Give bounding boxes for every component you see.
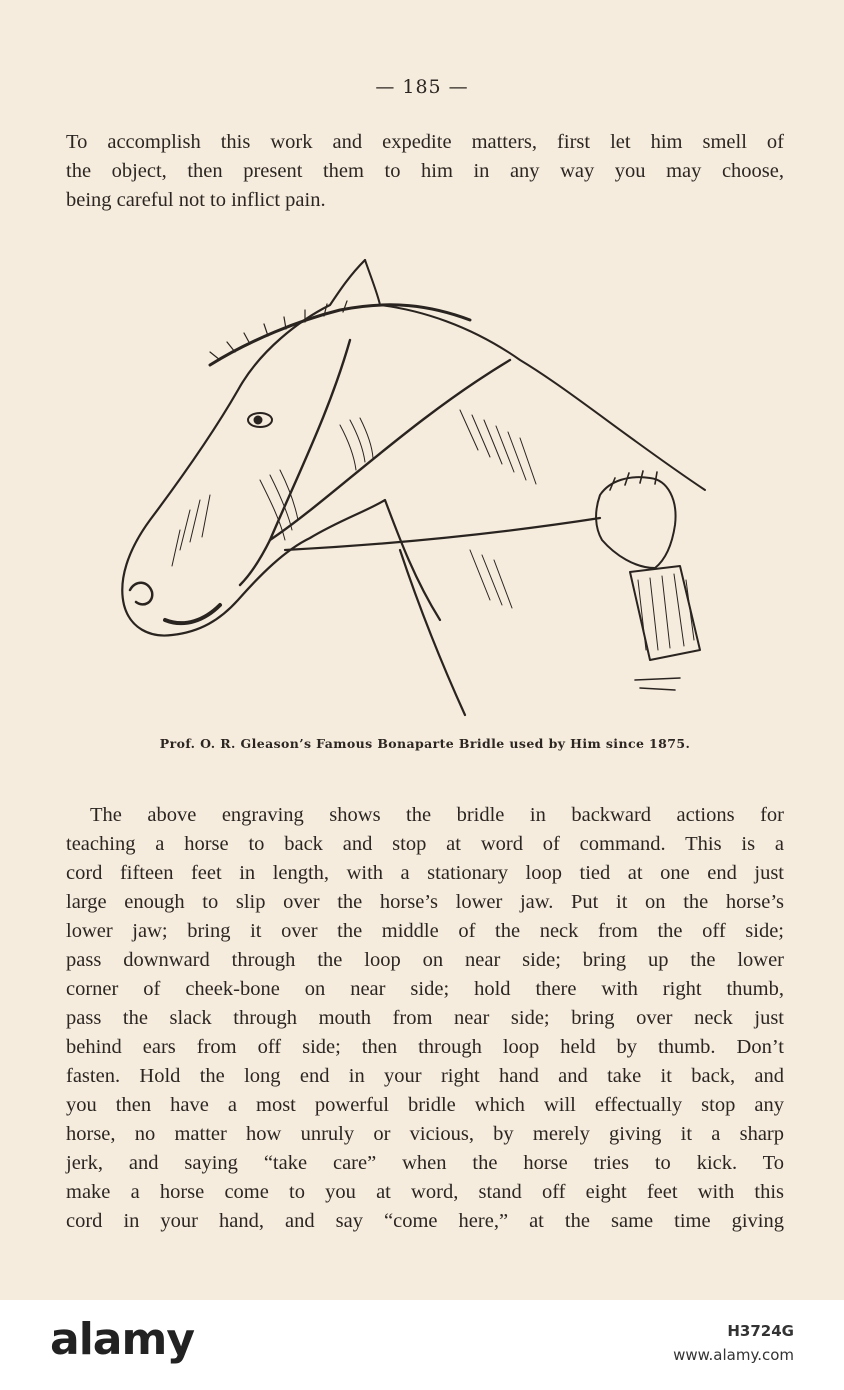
text-line: pass downward through the loop on near side; bring up the lower bbox=[66, 949, 784, 971]
text-line: lower jaw; bring it over the middle of the neck from the off side; bbox=[66, 920, 784, 942]
page-number: — 185 — bbox=[375, 76, 469, 98]
image-id: H3724G bbox=[727, 1322, 794, 1340]
text-line: behind ears from off side; then through loop held by thumb. Don’t bbox=[66, 1036, 784, 1058]
text-line: the object, then present them to him in any way you may choose, bbox=[66, 160, 784, 182]
text-line: make a horse come to you at word, stand off eight feet with this bbox=[66, 1181, 784, 1203]
text-line: fasten. Hold the long end in your right hand and take it back, and bbox=[66, 1065, 784, 1087]
text-line: corner of cheek-bone on near side; hold there with right thumb, bbox=[66, 978, 784, 1000]
site-url: www.alamy.com bbox=[673, 1346, 794, 1364]
text-line: horse, no matter how unruly or vicious, by merely giving it a sharp bbox=[66, 1123, 784, 1145]
text-line: To accomplish this work and expedite matters, first let him smell of bbox=[66, 131, 784, 153]
text-line: teaching a horse to back and stop at word of command. This is a bbox=[66, 833, 784, 855]
horse-bridle-engraving bbox=[110, 250, 730, 730]
text-line: jerk, and saying “take care” when the horse tries to kick. To bbox=[66, 1152, 784, 1174]
text-line: pass the slack through mouth from near side; bring over neck just bbox=[66, 1007, 784, 1029]
text-line: large enough to slip over the horse’s lower jaw. Put it on the horse’s bbox=[66, 891, 784, 913]
body-paragraph bbox=[66, 801, 784, 1236]
brand-logo: alamy bbox=[50, 1314, 194, 1365]
intro-paragraph bbox=[66, 128, 784, 215]
text-line: cord fifteen feet in length, with a stationary loop tied at one end just bbox=[66, 862, 784, 884]
text-line: being careful not to inflict pain. bbox=[66, 189, 326, 211]
text-line: you then have a most powerful bridle which will effectually stop any bbox=[66, 1094, 784, 1116]
stock-photo-footer bbox=[0, 1300, 844, 1390]
text-line: cord in your hand, and say “come here,” at the same time giving bbox=[66, 1210, 784, 1232]
text-line: The above engraving shows the bridle in backward actions for bbox=[90, 804, 784, 826]
figure-caption: Prof. O. R. Gleason’s Famous Bonaparte Bridle used by Him since 1875. bbox=[159, 736, 691, 751]
